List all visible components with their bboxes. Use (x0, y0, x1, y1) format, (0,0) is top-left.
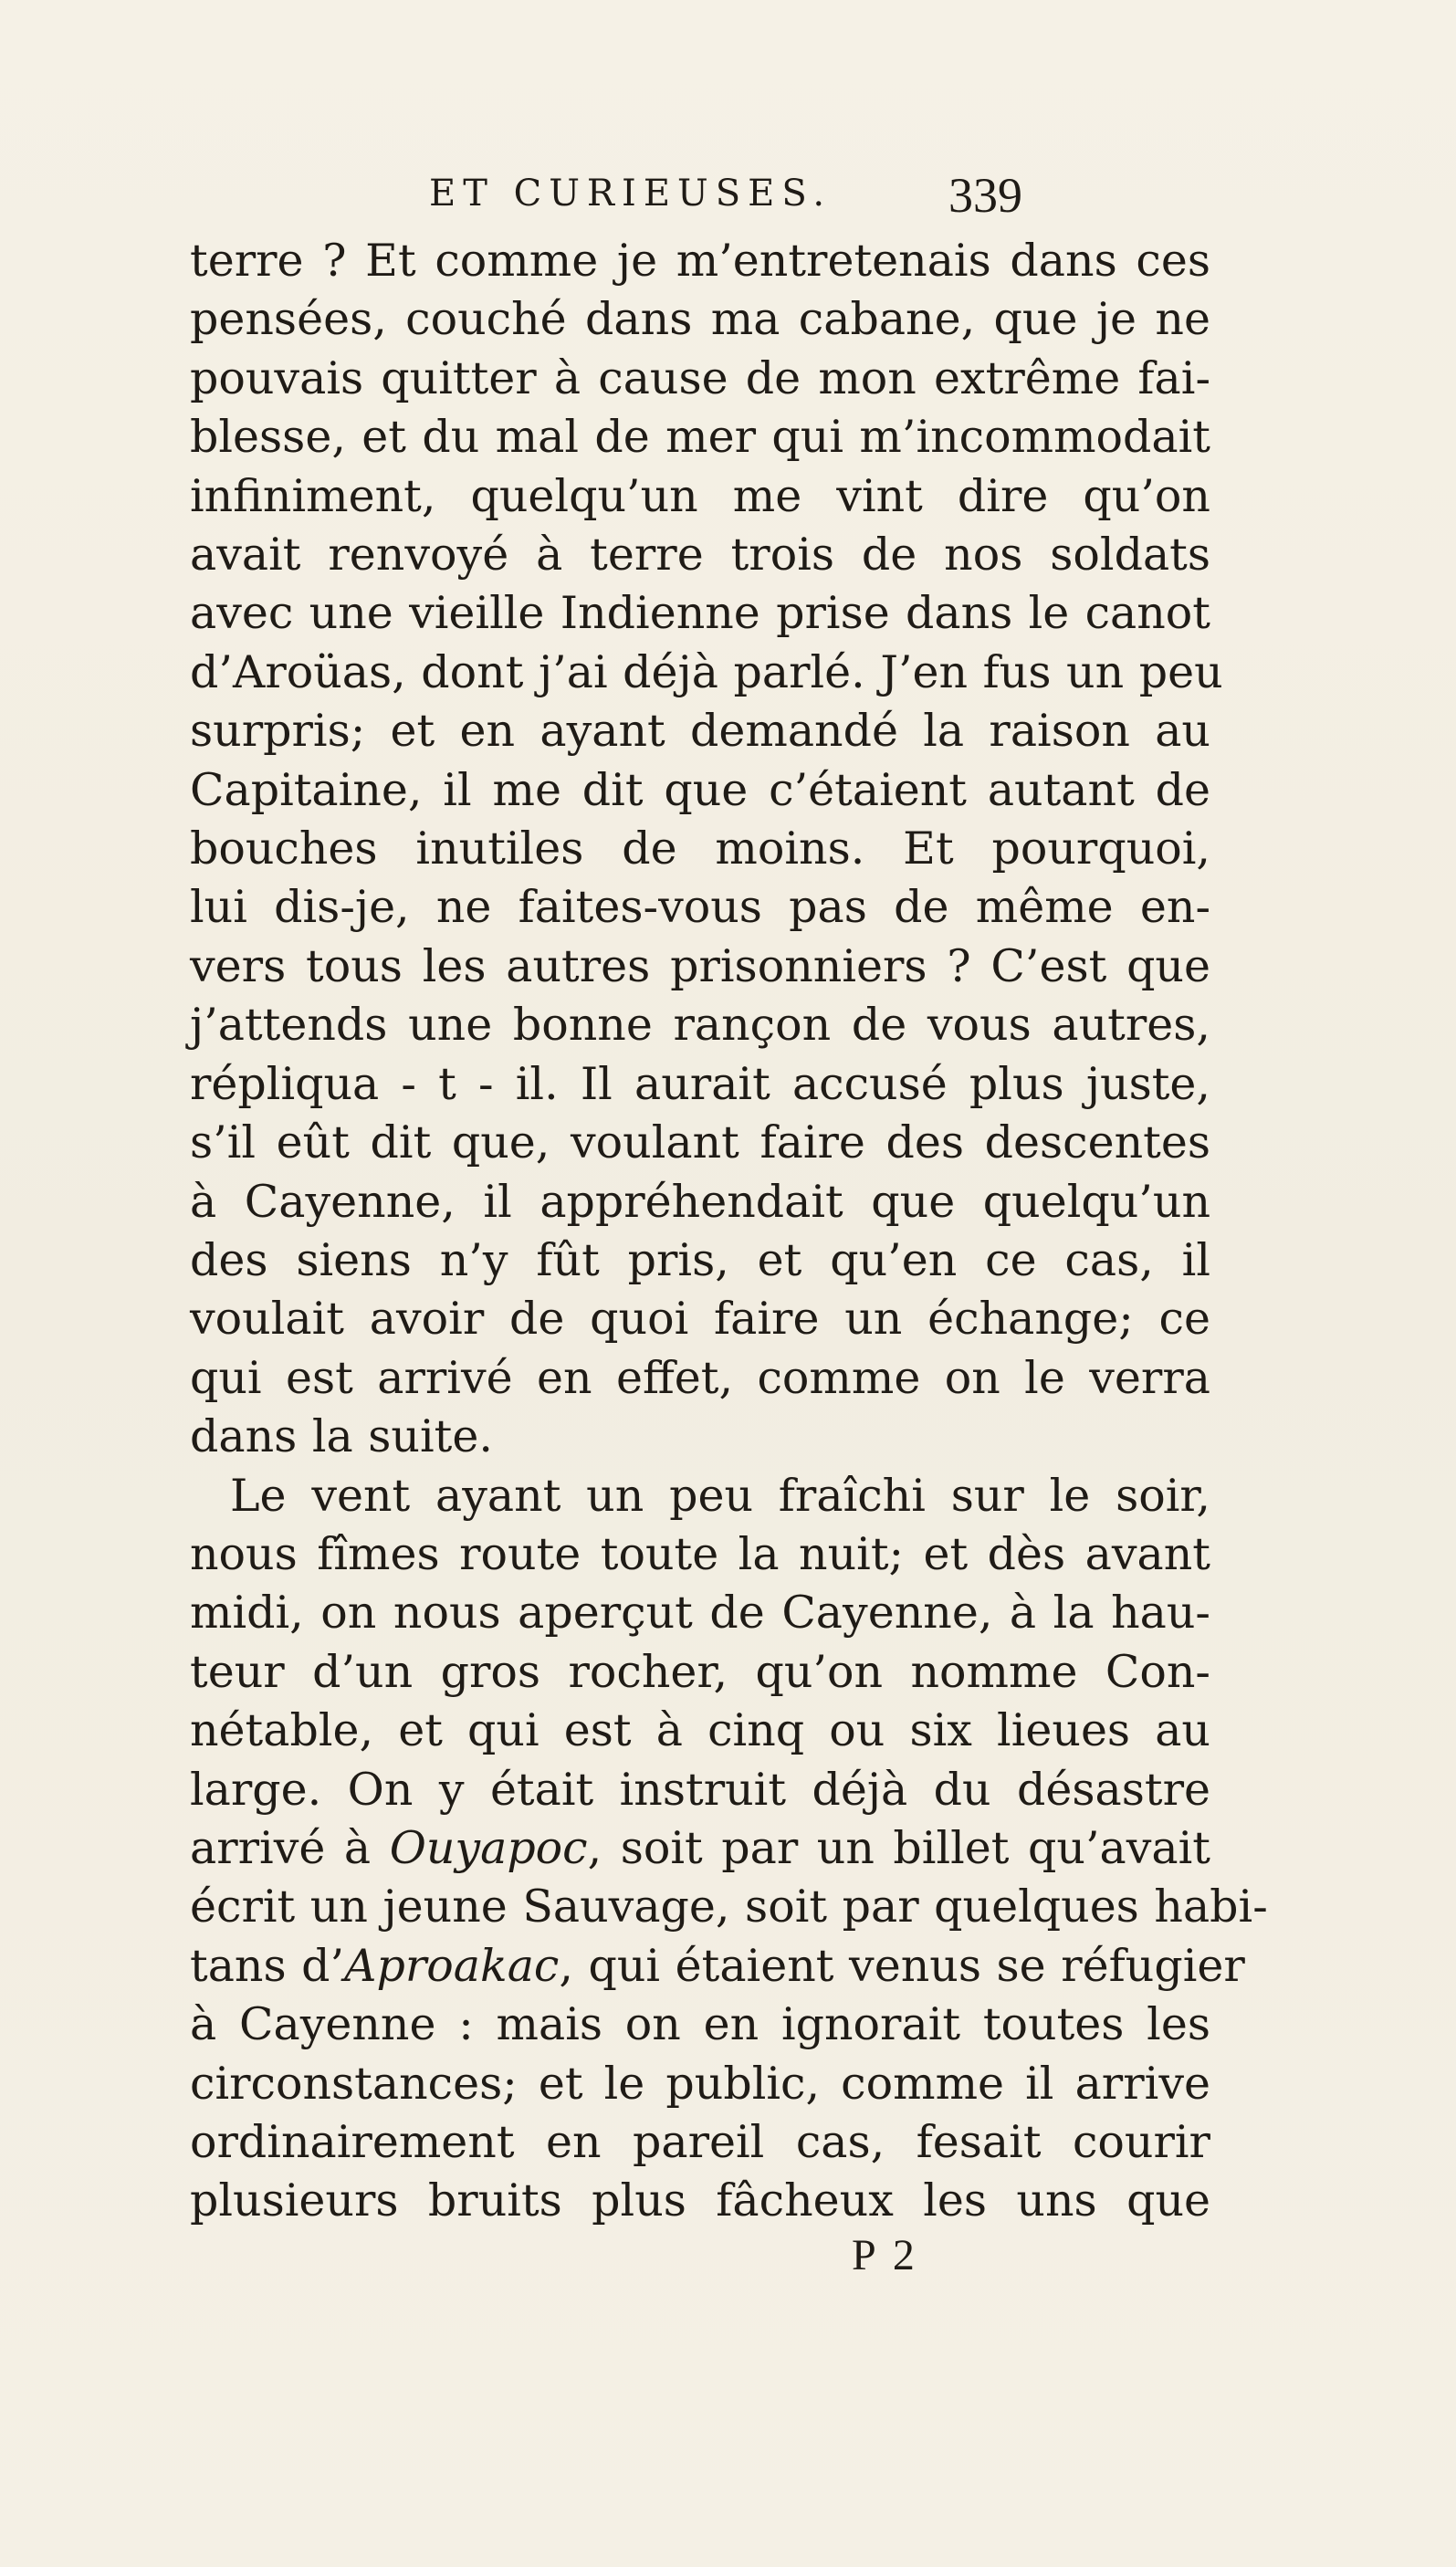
text-line: ordinairement en pareil cas, fesait courir (190, 2116, 1210, 2168)
text-line: vers tous les autres prisonniers ? C’est que (190, 939, 1210, 992)
text-line: Le vent ayant un peu fraîchi sur le soir, (230, 1469, 1210, 1522)
text-line: avec une vieille Indienne prise dans le canot (190, 587, 1210, 640)
place-name-ouyapoc: Ouyapoc (389, 1821, 588, 1874)
text-fragment: tans d’ (190, 1939, 345, 1992)
text-line: à Cayenne, il appréhendait que quelqu’un (190, 1175, 1210, 1228)
text-line: dans la suite. (190, 1410, 493, 1463)
text-fragment: arrivé à (190, 1821, 390, 1874)
text-line: terre ? Et comme je m’entretenais dans ces (190, 235, 1210, 287)
text-line: pensées, couché dans ma cabane, que je ne (190, 293, 1210, 346)
text-line (190, 1819, 1210, 1878)
text-line: avait renvoyé à terre trois de nos soldats (190, 529, 1210, 582)
text-line: infiniment, quelqu’un me vint dire qu’on (190, 469, 1210, 522)
text-line (190, 1937, 1245, 1996)
text-line: voulait avoir de quoi faire un échange; ce (190, 1293, 1210, 1346)
signature-mark: P 2 (852, 2231, 918, 2279)
text-line: lui dis-je, ne faites-vous pas de même en- (190, 881, 1210, 934)
text-line: s’il eût dit que, voulant faire des descentes (190, 1116, 1210, 1169)
text-line: blesse, et du mal de mer qui m’incommodait (190, 411, 1210, 464)
text-line: des siens n’y fût pris, et qu’en ce cas, il (190, 1233, 1210, 1286)
text-line: nétable, et qui est à cinq ou six lieues au (190, 1704, 1210, 1757)
text-line: pouvais quitter à cause de mon extrême fai- (190, 351, 1210, 404)
text-fragment: , soit par un billet qu’avait (587, 1821, 1210, 1874)
text-line: teur d’un gros rocher, qu’on nomme Con- (190, 1645, 1210, 1698)
text-line: qui est arrivé en effet, comme on le verra (190, 1351, 1210, 1404)
page-number: 339 (948, 168, 1022, 223)
text-line: écrit un jeune Sauvage, soit par quelques habi- (190, 1881, 1268, 1933)
text-line: bouches inutiles de moins. Et pourquoi, (190, 822, 1210, 875)
place-name-aproakac: Aproakac (344, 1939, 560, 1992)
text-line: d’Aroüas, dont j’ai déjà parlé. J’en fus un peu (190, 645, 1223, 698)
text-line: répliqua - t - il. Il aurait accusé plus juste, (190, 1057, 1210, 1110)
body-text (190, 232, 1268, 2240)
text-line: à Cayenne : mais on en ignorait toutes les (190, 1998, 1210, 2051)
text-line: midi, on nous aperçut de Cayenne, à la hau- (190, 1587, 1210, 1640)
running-head: ET CURIEUSES. (429, 173, 833, 215)
text-fragment: , qui étaient venus se réfugier (559, 1939, 1245, 1992)
text-line: circonstances; et le public, comme il arrive (190, 2057, 1210, 2110)
text-line: Capitaine, il me dit que c’étaient autant de (190, 763, 1210, 816)
text-line: nous fîmes route toute la nuit; et dès avant (190, 1527, 1210, 1580)
text-line: j’attends une bonne rançon de vous autres, (190, 999, 1210, 1052)
text-line: large. On y était instruit déjà du désastre (190, 1763, 1210, 1816)
text-line: surpris; et en ayant demandé la raison au (190, 705, 1210, 758)
page-header (429, 167, 1022, 226)
text-line: plusieurs bruits plus fâcheux les uns que (190, 2174, 1210, 2227)
